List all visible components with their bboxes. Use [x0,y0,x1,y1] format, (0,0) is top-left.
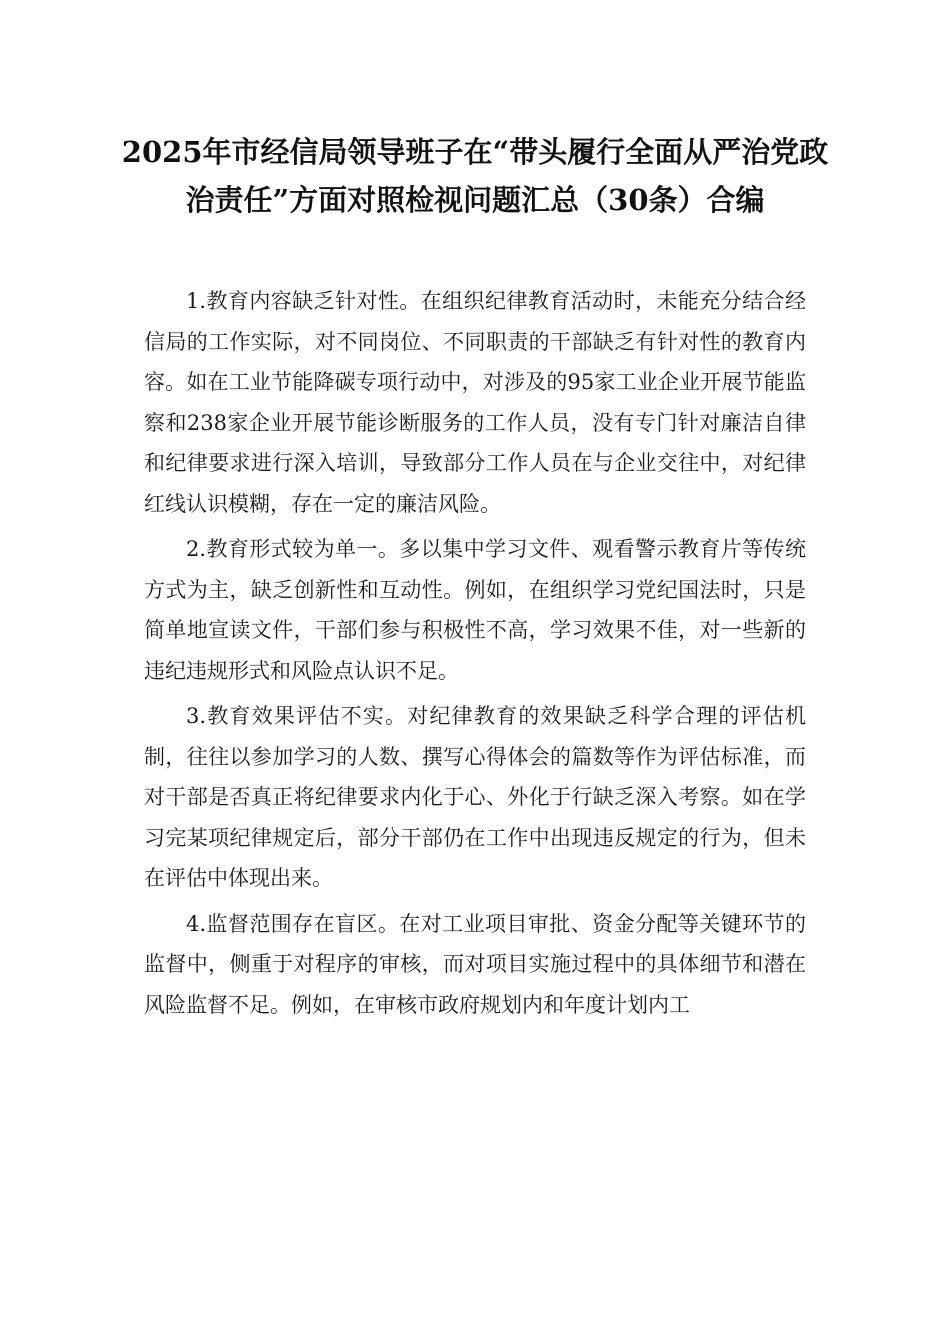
paragraph-4: 4.监督范围存在盲区。在对工业项目审批、资金分配等关键环节的监督中，侧重于对程序的审核，而对项目实施过程中的具体细节和潜在风险监督不足。例如，在审核市政府规划内和年度计划内工 [144,911,806,1017]
document-title: 2025年市经信局领导班子在“带头履行全面从严治党政治责任”方面对照检视问题汇总（30条）合编 [121,135,829,217]
document-body [144,281,806,1030]
paragraph-2: 2.教育形式较为单一。多以集中学习文件、观看警示教育片等传统方式为主，缺乏创新性和互动性。例如，在组织学习党纪国法时，只是简单地宣读文件，干部们参与积极性不高，学习效果不佳，对一些新的违纪违规形式和风险点认识不足。 [144,537,806,683]
paragraph-1: 1.教育内容缺乏针对性。在组织纪律教育活动时，未能充分结合经信局的工作实际，对不同岗位、不同职责的干部缺乏有针对性的教育内容。如在工业节能降碳专项行动中，对涉及的95家工业企业开展节能监察和238家企业开展节能诊断服务的工作人员，没有专门针对廉洁自律和纪律要求进行深入培训，导致部分工作人员在与企业交往中，对纪律红线认识模糊，存在一定的廉洁风险。 [144,289,806,516]
paragraph-3: 3.教育效果评估不实。对纪律教育的效果缺乏科学合理的评估机制，往往以参加学习的人数、撰写心得体会的篇数等作为评估标准，而对干部是否真正将纪律要求内化于心、外化于行缺乏深入考察。如在学习完某项纪律规定后，部分干部仍在工作中出现违反规定的行为，但未在评估中体现出来。 [144,704,806,890]
